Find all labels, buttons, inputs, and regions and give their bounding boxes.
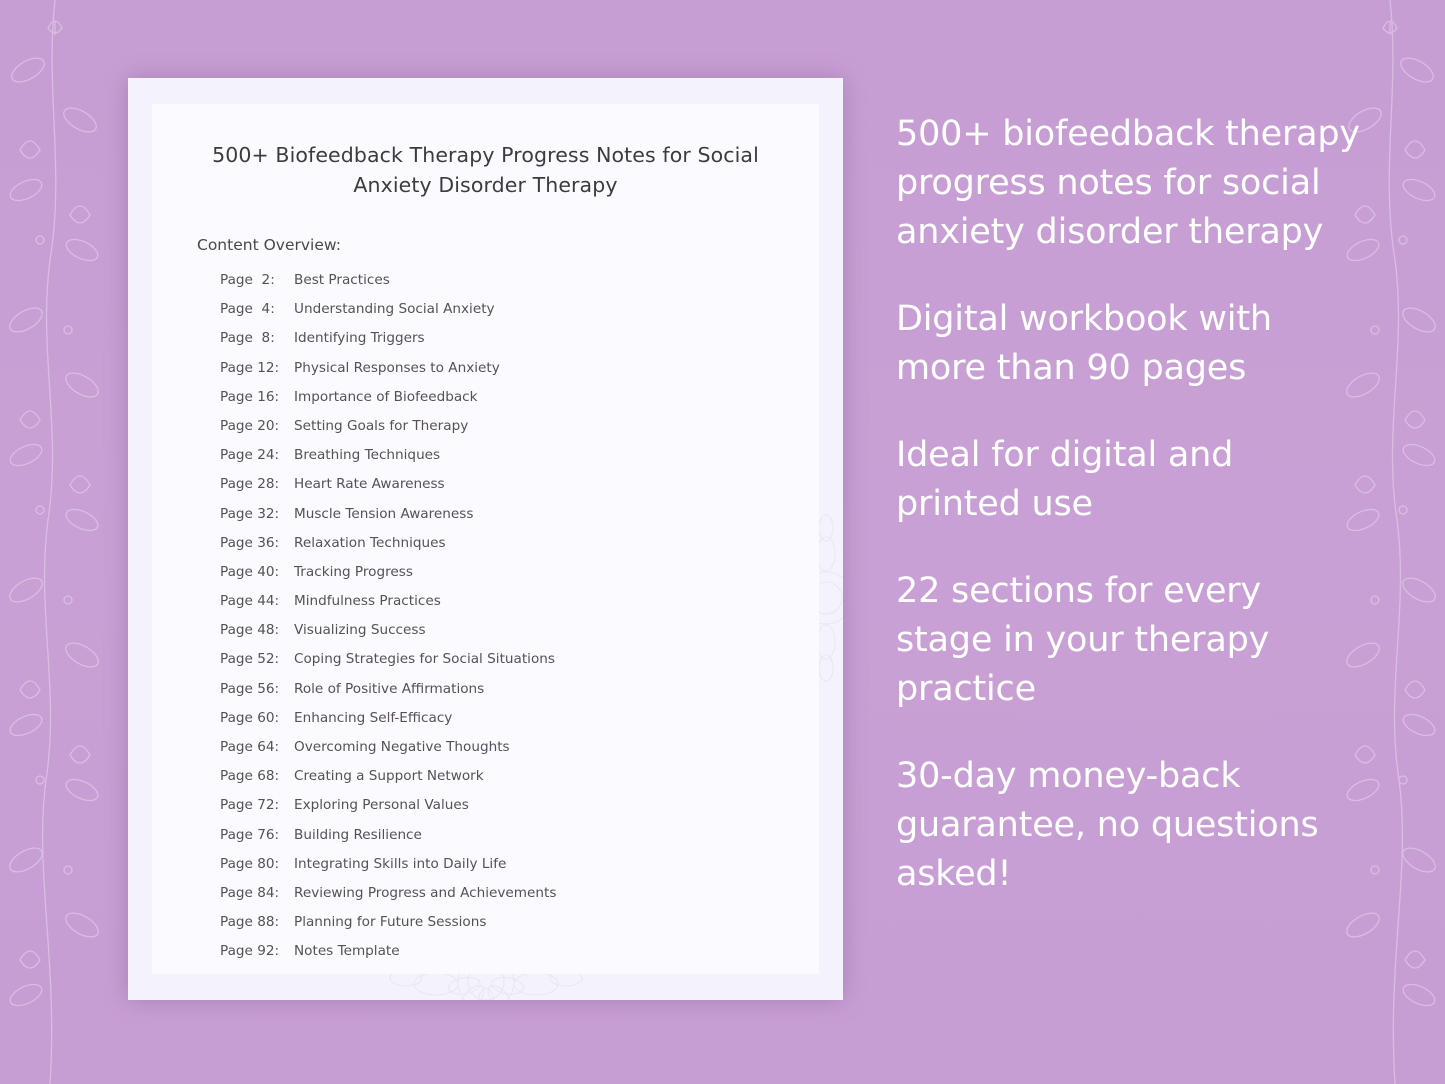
toc-page-number: Page 2:	[220, 272, 275, 288]
toc-section-label: Enhancing Self-Efficacy	[294, 709, 453, 726]
marketing-copy	[896, 110, 1366, 899]
document-card	[128, 78, 843, 1000]
marketing-feature-sections: 22 sections for every stage in your therapy practice	[896, 571, 1270, 709]
marketing-guarantee: 30-day money-back guarantee, no questions asked!	[896, 756, 1319, 894]
list-item	[220, 827, 780, 856]
list-item	[220, 564, 780, 593]
list-item	[220, 681, 780, 710]
toc-section-label: Identifying Triggers	[294, 330, 425, 347]
toc-page-number: Page 60:	[220, 709, 280, 726]
list-item	[220, 885, 780, 914]
marketing-headline: 500+ biofeedback therapy progress notes for social anxiety disorder therapy	[896, 114, 1360, 252]
floral-border-left-decoration	[0, 0, 110, 1084]
toc-section-label: Integrating Skills into Daily Life	[294, 855, 507, 872]
toc-section-label: Heart Rate Awareness	[294, 476, 445, 493]
marketing-feature-usage: Ideal for digital and printed use	[896, 435, 1234, 524]
toc-page-number: Page 8:	[220, 330, 275, 347]
list-item	[220, 651, 780, 680]
content-overview-label: Content Overview:	[197, 236, 341, 254]
toc-page-number: Page 76:	[220, 826, 280, 843]
list-item	[220, 418, 780, 447]
toc-page-number: Page 36:	[220, 534, 280, 551]
toc-section-label: Mindfulness Practices	[294, 593, 441, 610]
toc-page-number: Page 68:	[220, 768, 280, 785]
toc-section-label: Exploring Personal Values	[294, 797, 469, 814]
list-item	[220, 797, 780, 826]
list-item	[220, 476, 780, 505]
list-item	[220, 593, 780, 622]
toc-page-number: Page 56:	[220, 680, 280, 697]
toc-section-label: Notes Template	[294, 943, 400, 960]
toc-section-label: Reviewing Progress and Achievements	[294, 884, 557, 901]
list-item	[220, 710, 780, 739]
list-item	[220, 506, 780, 535]
toc-section-label: Planning for Future Sessions	[294, 914, 487, 931]
toc-page-number: Page 16:	[220, 388, 280, 405]
toc-section-label: Best Practices	[294, 272, 390, 288]
toc-page-number: Page 20:	[220, 417, 280, 434]
toc-page-number: Page 48:	[220, 622, 280, 639]
toc-section-label: Creating a Support Network	[294, 768, 484, 785]
document-page	[152, 104, 819, 974]
toc-page-number: Page 52:	[220, 651, 280, 668]
list-item	[220, 330, 780, 359]
toc-page-number: Page 4:	[220, 301, 275, 318]
page-title: 500+ Biofeedback Therapy Progress Notes for Social Anxiety Disorder Therapy	[212, 143, 759, 197]
list-item	[220, 622, 780, 651]
toc-section-label: Coping Strategies for Social Situations	[294, 651, 555, 668]
list-item	[220, 739, 780, 768]
toc-section-label: Overcoming Negative Thoughts	[294, 739, 510, 755]
list-item	[220, 301, 780, 330]
toc-page-number: Page 92:	[220, 943, 280, 960]
toc-page-number: Page 32:	[220, 505, 280, 522]
list-item	[220, 943, 780, 972]
list-item	[220, 768, 780, 797]
toc-section-label: Understanding Social Anxiety	[294, 301, 495, 318]
toc-section-label: Breathing Techniques	[294, 447, 441, 464]
toc-page-number: Page 84:	[220, 884, 280, 901]
marketing-feature-pages: Digital workbook with more than 90 pages	[896, 299, 1272, 388]
table-of-contents	[220, 272, 780, 973]
list-item	[220, 389, 780, 418]
toc-page-number: Page 88:	[220, 914, 280, 931]
list-item	[220, 856, 780, 885]
toc-section-label: Physical Responses to Anxiety	[294, 359, 500, 376]
toc-page-number: Page 64:	[220, 739, 280, 755]
list-item	[220, 447, 780, 476]
toc-page-number: Page 28:	[220, 476, 280, 493]
toc-section-label: Setting Goals for Therapy	[294, 417, 469, 434]
toc-section-label: Muscle Tension Awareness	[294, 505, 474, 522]
toc-page-number: Page 44:	[220, 593, 280, 610]
list-item	[220, 914, 780, 943]
toc-page-number: Page 72:	[220, 797, 280, 814]
list-item	[220, 360, 780, 389]
toc-page-number: Page 80:	[220, 855, 280, 872]
list-item	[220, 272, 780, 301]
toc-section-label: Tracking Progress	[294, 563, 413, 580]
toc-page-number: Page 40:	[220, 563, 280, 580]
toc-page-number: Page 24:	[220, 447, 280, 464]
toc-section-label: Visualizing Success	[294, 622, 426, 639]
toc-section-label: Building Resilience	[294, 826, 422, 843]
toc-section-label: Relaxation Techniques	[294, 534, 446, 551]
toc-page-number: Page 12:	[220, 359, 280, 376]
toc-section-label: Importance of Biofeedback	[294, 388, 478, 405]
toc-section-label: Role of Positive Affirmations	[294, 680, 485, 697]
list-item	[220, 535, 780, 564]
